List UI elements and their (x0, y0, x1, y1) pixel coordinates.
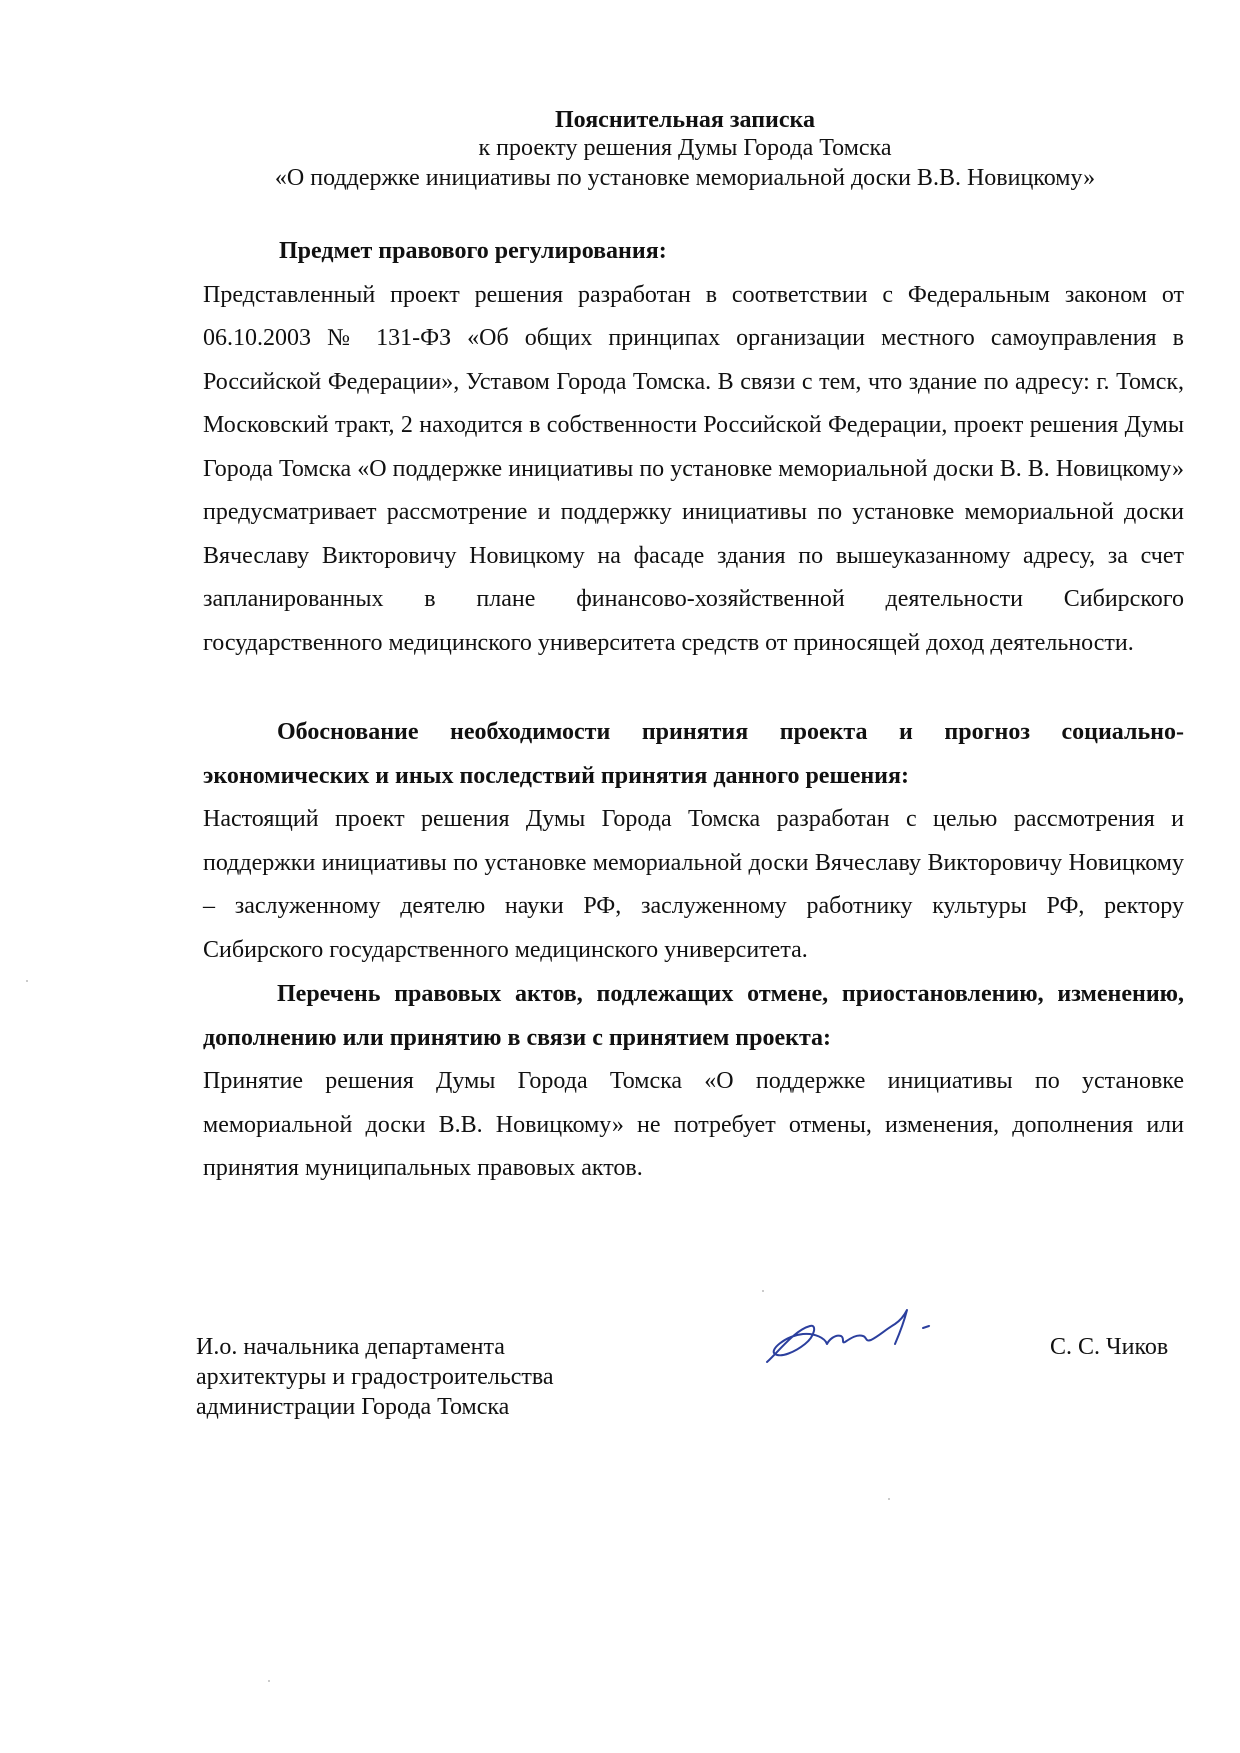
section-text: Принятие решения Думы Города Томска «О поддержке инициативы по установке мемориальной доски В.В. Новицкому» не потребует отмены, изменения, дополнения или принятия муниципальных правовых актов. (203, 1068, 1184, 1181)
section-justification (203, 711, 1184, 972)
handwritten-signature (755, 1300, 945, 1390)
signatory-position (196, 1332, 554, 1422)
scan-speck (888, 1498, 890, 1500)
section-heading: Перечень правовых актов, подлежащих отмене, приостановлению, изменению, дополнению или принятию в связи с принятием проекта: (203, 981, 1184, 1051)
section-text: Представленный проект решения разработан в соответствии с Федеральным законом от 06.10.2003 № 131-ФЗ «Об общих принципах организации местного самоуправления в Российской Федерации», Уставом Города Томска. В связи с тем, что здание по адресу: г. Томск, Московский тракт, 2 находится в собственности Российской Федерации, проект решения Думы Города Томска «О поддержке инициативы по установке мемориальной доски В. В. Новицкому» предусматривает рассмотрение и поддержку инициативы по установке мемориальной доски Вячеславу Викторовичу Новицкому на фасаде здания по вышеуказанному адресу, за счет запланированных в плане финансово-хозяйственной деятельности Сибирского государственного медицинского университета средств от приносящей доход деятельности. (203, 281, 1184, 656)
position-line: администрации Города Томска (196, 1394, 510, 1420)
document-header (130, 105, 1240, 193)
section-subject (203, 230, 1184, 665)
section-text: Настоящий проект решения Думы Города Томска разработан с целью рассмотрения и поддержки инициативы по установке мемориальной доски Вячеславу Викторовичу Новицкому – заслуженному деятелю науки РФ, заслуженному работнику культуры РФ, ректору Сибирского государственного медицинского университета. (203, 806, 1184, 963)
scan-speck (268, 1680, 270, 1682)
project-name: «О поддержке инициативы по установке мемориальной доски В.В. Новицкому» (274, 165, 1096, 191)
scan-speck (26, 980, 28, 982)
document-subtitle: к проекту решения Думы Города Томска (478, 135, 892, 161)
section-heading: Обоснование необходимости принятия проекта и прогноз социально-экономических и иных последствий принятия данного решения: (203, 719, 1184, 789)
signature-stroke (767, 1310, 907, 1362)
scan-speck (762, 1290, 764, 1292)
position-line: И.о. начальника департамента (196, 1334, 505, 1360)
section-legal-acts (203, 973, 1184, 1191)
position-line: архитектуры и градостроительства (196, 1364, 554, 1390)
document-title: Пояснительная записка (554, 107, 815, 133)
section-heading: Предмет правового регулирования: (279, 238, 667, 264)
signatory-name: С. С. Чиков (1050, 1334, 1169, 1360)
signature-mark (923, 1326, 929, 1328)
